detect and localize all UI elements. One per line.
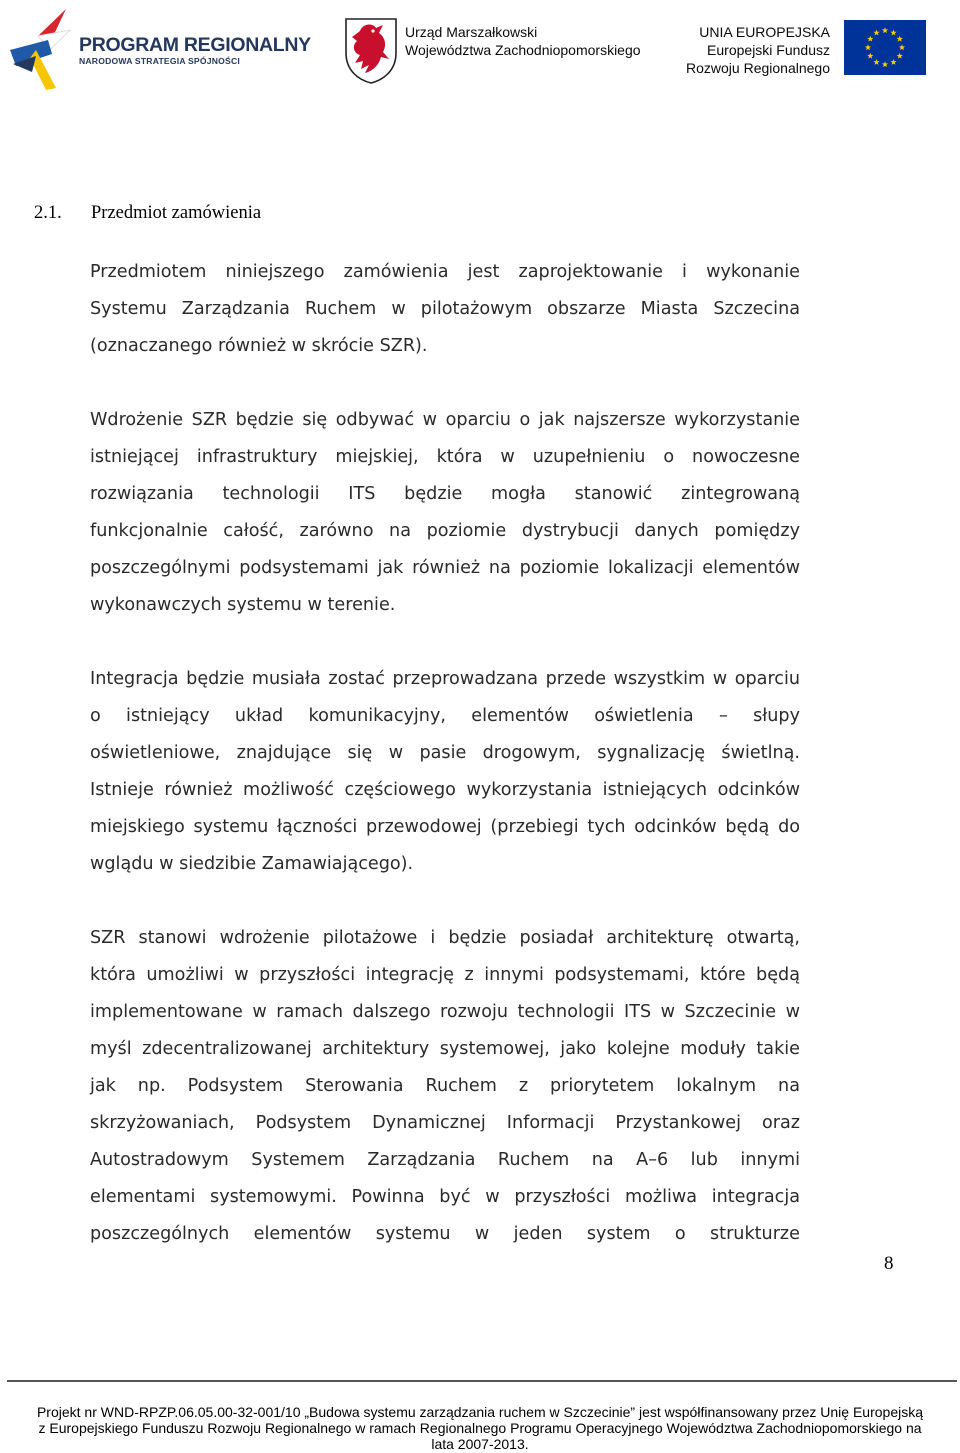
paragraph-3 — [90, 661, 800, 883]
program-logo-subtitle: NARODOWA STRATEGIA SPÓJNOŚCI — [79, 56, 240, 66]
region-office-line1: Urząd Marszałkowski — [405, 24, 538, 40]
text-line: o istniejący układ komunikacyjny, elementów oświetlenia – słupy — [90, 706, 800, 726]
footer-divider — [7, 1380, 957, 1382]
text-line: która umożliwi w przyszłości integrację z innymi podsystemami, które będą — [90, 965, 800, 985]
paragraph-4 — [90, 920, 800, 1253]
text-line: myśl zdecentralizowanej architektury systemowej, jako kolejne moduły takie — [90, 1039, 800, 1059]
footer-line2: z Europejskiego Funduszu Rozwoju Regionalnego w ramach Regionalnego Programu Operacyjnego Województwa Zachodniopomorskiego na — [38, 1420, 922, 1436]
program-regionalny-logo — [79, 34, 329, 67]
text-line: Systemu Zarządzania Ruchem w pilotażowym obszarze Miasta Szczecina — [90, 299, 800, 319]
text-line: Autostradowym Systemem Zarządzania Ruchem na A–6 lub innymi — [90, 1150, 800, 1170]
text-line: Integracja będzie musiała zostać przeprowadzana przede wszystkim w oparciu — [90, 669, 800, 689]
program-logo-title: PROGRAM REGIONALNY — [79, 34, 311, 56]
text-line: poszczególnymi podsystemami jak również na poziomie lokalizacji elementów — [90, 558, 800, 578]
text-line: implementowane w ramach dalszego rozwoju technologii ITS w Szczecinie w — [90, 1002, 800, 1022]
text-line: rozwiązania technologii ITS będzie mogła stanowić zintegrowaną — [90, 484, 800, 504]
section-title: Przedmiot zamówienia — [91, 203, 262, 223]
footer-line1: Projekt nr WND-RPZP.06.05.00-32-001/10 „Budowa systemu zarządzania ruchem w Szczecinie” jest współfinansowany przez Unię Europejską — [36, 1404, 924, 1420]
paragraph-1 — [90, 254, 800, 365]
program-regionalny-star-logo — [8, 6, 78, 92]
text-line: Przedmiotem niniejszego zamówienia jest zaprojektowanie i wykonanie — [90, 262, 800, 282]
section-heading — [34, 201, 261, 225]
footer-line3: lata 2007-2013. — [431, 1436, 529, 1452]
text-line: wykonawczych systemu w terenie. — [90, 595, 396, 615]
text-line: Wdrożenie SZR będzie się odbywać w oparciu o jak najszersze wykorzystanie — [90, 410, 800, 430]
text-line: oświetleniowe, znajdujące się w pasie drogowym, sygnalizację świetlną. — [90, 743, 800, 763]
section-number: 2.1. — [34, 203, 62, 223]
eu-fund-name — [686, 23, 830, 77]
eu-line2: Europejski Fundusz — [707, 42, 830, 58]
text-line: SZR stanowi wdrożenie pilotażowe i będzie posiadał architekturę otwartą, — [90, 928, 800, 948]
griffin-coat-of-arms-icon — [343, 17, 399, 85]
text-line: Istnieje również możliwość częściowego wykorzystania istniejących odcinków — [90, 780, 800, 800]
text-line: istniejącej infrastruktury miejskiej, która w uzupełnieniu o nowoczesne — [90, 447, 800, 467]
text-line: jak np. Podsystem Sterowania Ruchem z priorytetem lokalnym na — [90, 1076, 800, 1096]
eu-line3: Rozwoju Regionalnego — [686, 60, 830, 76]
text-line: funkcjonalnie całość, zarówno na poziomie dystrybucji danych pomiędzy — [90, 521, 800, 541]
region-office-name — [405, 23, 641, 59]
eu-line1: UNIA EUROPEJSKA — [699, 24, 830, 40]
text-line: elementami systemowymi. Powinna być w przyszłości możliwa integracja — [90, 1187, 800, 1207]
region-office-line2: Województwa Zachodniopomorskiego — [405, 42, 641, 58]
eu-flag-icon — [844, 20, 926, 75]
text-line: poszczególnych elementów systemu w jeden system o strukturze — [90, 1224, 800, 1244]
text-line: (oznaczanego również w skrócie SZR). — [90, 336, 428, 356]
footer — [0, 1404, 960, 1452]
text-line: wglądu w siedzibie Zamawiającego). — [90, 854, 414, 874]
paragraph-2 — [90, 402, 800, 624]
text-line: skrzyżowaniach, Podsystem Dynamicznej Informacji Przystankowej oraz — [90, 1113, 800, 1133]
text-line: miejskiego systemu łączności przewodowej (przebiegi tych odcinków będą do — [90, 817, 800, 837]
page-number: 8 — [884, 1253, 894, 1274]
